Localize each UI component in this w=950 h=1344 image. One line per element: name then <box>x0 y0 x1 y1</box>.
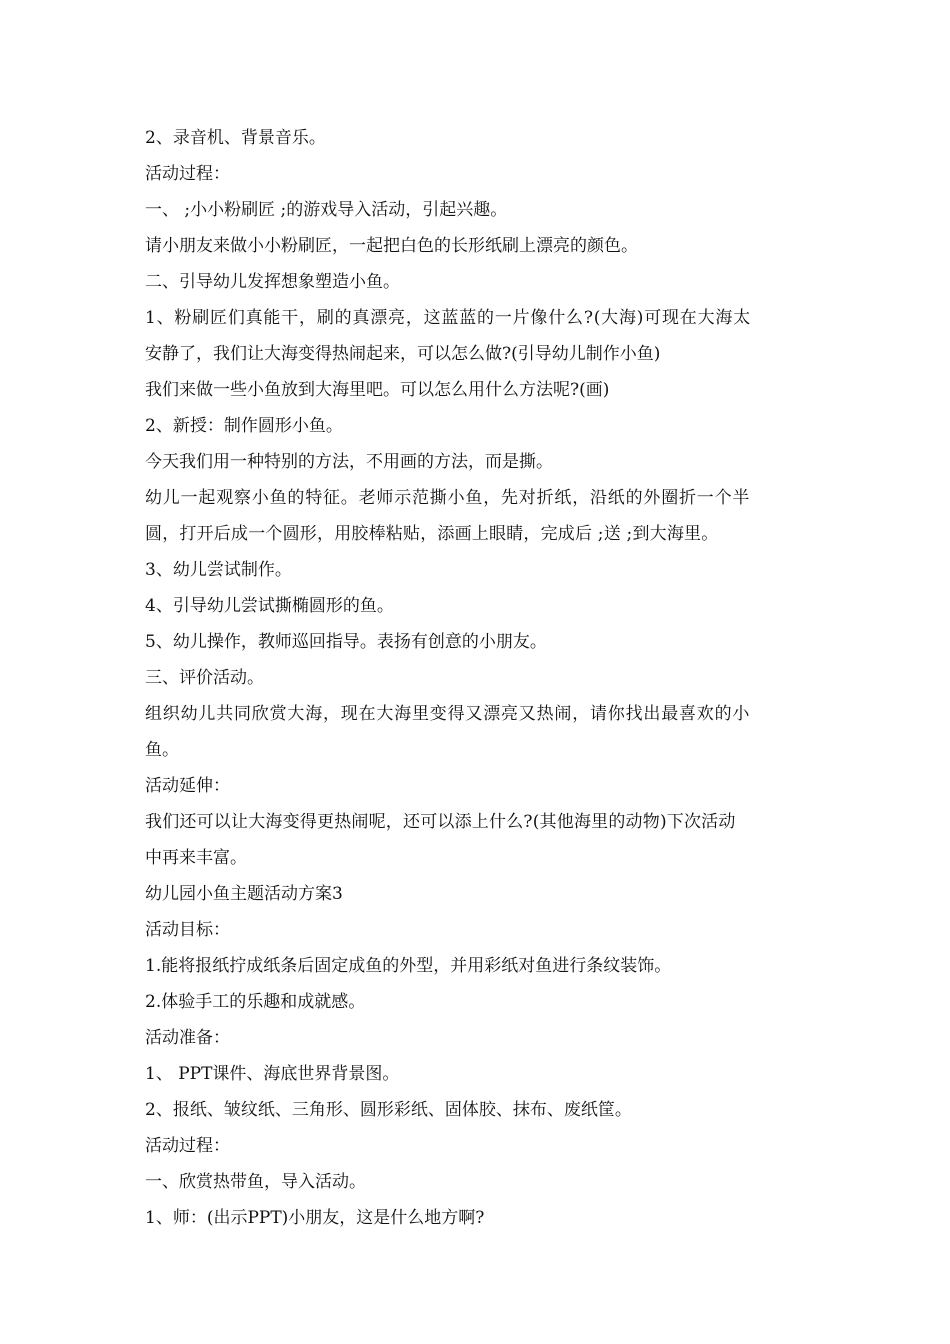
document-title: 幼儿园小鱼主题活动方案3 <box>145 884 343 904</box>
text-line: 安静了，我们让大海变得热闹起来，可以怎么做?(引导幼儿制作小鱼) <box>145 344 661 364</box>
text-line: 圆，打开后成一个圆形，用胶棒粘贴，添画上眼睛，完成后 ;送 ;到大海里。 <box>145 524 719 544</box>
text-line: 1、 PPT课件、海底世界背景图。 <box>145 1064 400 1084</box>
text-line: 1、师：(出示PPT)小朋友，这是什么地方啊? <box>145 1208 485 1228</box>
text-line: 1.能将报纸拧成纸条后固定成鱼的外型，并用彩纸对鱼进行条纹装饰。 <box>145 956 672 976</box>
text-line: 一、 ;小小粉刷匠 ;的游戏导入活动，引起兴趣。 <box>145 200 508 220</box>
text-line: 请小朋友来做小小粉刷匠，一起把白色的长形纸刷上漂亮的颜色。 <box>145 236 638 256</box>
text-line: 2、新授：制作圆形小鱼。 <box>145 416 343 436</box>
text-line: 我们还可以让大海变得更热闹呢，还可以添上什么?(其他海里的动物)下次活动 <box>145 812 736 832</box>
text-line: 我们来做一些小鱼放到大海里吧。可以怎么用什么方法呢?(画) <box>145 380 610 400</box>
text-line: 中再来丰富。 <box>145 848 247 868</box>
text-line: 4、引导幼儿尝试撕椭圆形的鱼。 <box>145 596 394 616</box>
text-line: 三、评价活动。 <box>145 668 264 688</box>
text-line: 鱼。 <box>145 740 179 760</box>
text-line: 今天我们用一种特别的方法，不用画的方法，而是撕。 <box>145 452 553 472</box>
section-heading: 活动准备： <box>145 1028 230 1048</box>
text-line: 3、幼儿尝试制作。 <box>145 560 292 580</box>
section-heading: 活动延伸： <box>145 776 230 796</box>
document-body <box>145 120 810 1236</box>
text-line: 组织幼儿共同欣赏大海，现在大海里变得又漂亮又热闹，请你找出最喜欢的小 <box>145 704 751 724</box>
section-heading: 活动过程： <box>145 164 230 184</box>
text-line: 二、引导幼儿发挥想象塑造小鱼。 <box>145 272 400 292</box>
text-line: 1、粉刷匠们真能干，刷的真漂亮，这蓝蓝的一片像什么?(大海)可现在大海太 <box>145 308 751 328</box>
text-line: 幼儿一起观察小鱼的特征。老师示范撕小鱼，先对折纸，沿纸的外圈折一个半 <box>145 488 751 508</box>
text-line: 5、幼儿操作，教师巡回指导。表扬有创意的小朋友。 <box>145 632 547 652</box>
text-line: 2.体验手工的乐趣和成就感。 <box>145 992 366 1012</box>
text-line: 2、录音机、背景音乐。 <box>145 128 326 148</box>
section-heading: 活动目标： <box>145 920 230 940</box>
section-heading: 活动过程： <box>145 1136 230 1156</box>
text-line: 一、欣赏热带鱼，导入活动。 <box>145 1172 366 1192</box>
text-line: 2、报纸、皱纹纸、三角形、圆形彩纸、固体胶、抹布、废纸筐。 <box>145 1100 632 1120</box>
